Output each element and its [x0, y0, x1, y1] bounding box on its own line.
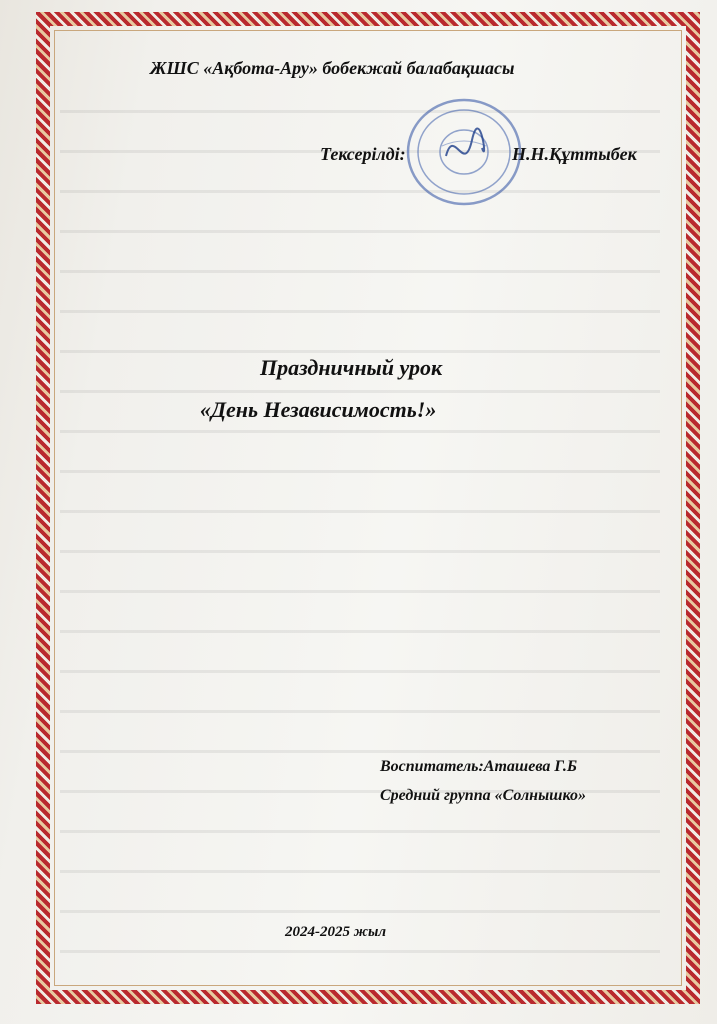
- lesson-title-line2: «День Независимость!»: [200, 397, 437, 422]
- organization-name: ЖШС «Ақбота-Ару» бобекжай балабақшасы: [150, 58, 515, 78]
- round-stamp-seal: [402, 96, 522, 208]
- ornamental-border-inner: [54, 30, 682, 986]
- group-name: Средний группа «Солнышко»: [380, 787, 586, 804]
- academic-year: 2024-2025 жыл: [285, 924, 387, 940]
- lesson-title-line1: Праздничный урок: [260, 355, 443, 380]
- checked-label: Тексерілді:: [320, 144, 406, 164]
- teacher-name: Воспитатель:Аташева Г.Б: [380, 758, 578, 775]
- checked-by-name: Н.Н.Құттыбек: [512, 144, 637, 164]
